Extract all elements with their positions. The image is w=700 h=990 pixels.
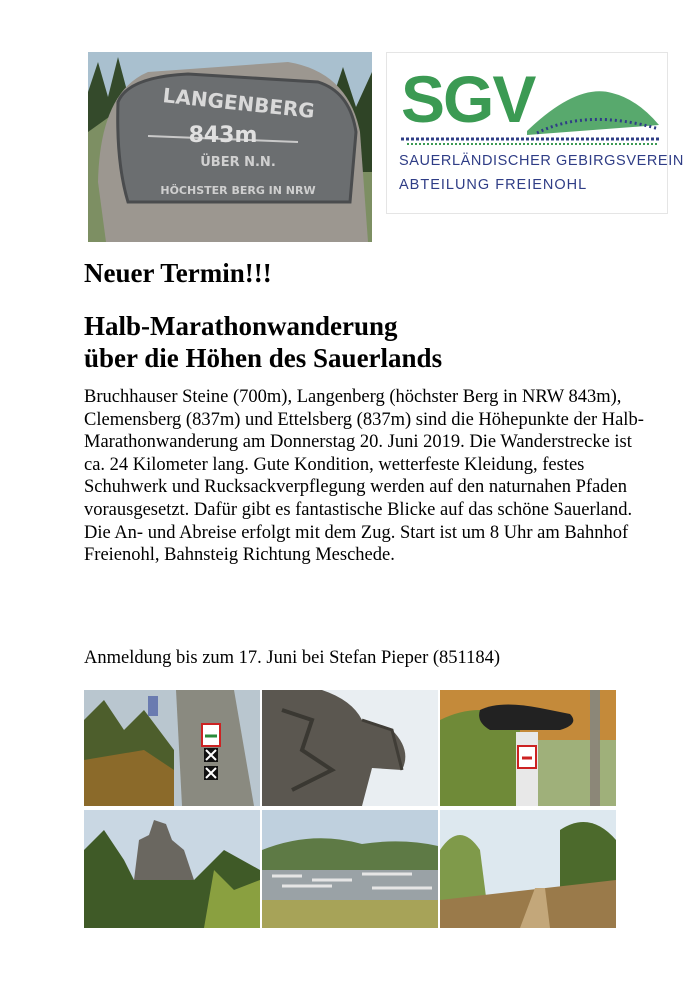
logo-org-name: SAUERLÄNDISCHER GEBIRGSVEREIN — [399, 153, 684, 169]
langenberg-stone-photo — [88, 52, 372, 242]
stone-sign-line3: ÜBER N.N. — [200, 155, 276, 170]
event-title-line1: Halb-Marathonwanderung — [84, 311, 398, 341]
boot-on-signpost-photo — [440, 690, 616, 806]
photo-gallery — [84, 690, 616, 928]
logo-department: ABTEILUNG FREIENOHL — [399, 177, 588, 193]
stone-sign-line2: 843m — [188, 123, 258, 148]
event-title-line2: über die Höhen des Sauerlands — [84, 343, 443, 373]
logo-mark: SGV — [401, 62, 535, 136]
forest-path-photo — [440, 810, 616, 928]
valley-town-photo — [262, 810, 438, 928]
stone-sign-line1: LANGENBERG — [161, 83, 316, 123]
trail-marker-tree-photo — [84, 690, 260, 806]
event-description: Bruchhauser Steine (700m), Langenberg (höchster Berg in NRW 843m), Clemensberg (837m) und Ettelsberg (837m) sind die Höhepunkte der Halb-Marathonwanderung am Donnerstag 20. Juni 2019. Die Wanderstrecke ist ca. 24 Kilometer lang. Gute Kondition, wetterfeste Kleidung, festes Schuhwerk und Rucksackverpflegung werden auf den naturnahen Pfaden vorausgesetzt. Dafür gibt es fantastische Blicke auf das schöne Sauerland. Die An- und Abreise erfolgt mit dem Zug. Start ist um 8 Uhr am Bahnhof Freienohl, Bahnsteig Richtung Meschede. — [84, 387, 644, 566]
rock-formation-photo — [262, 690, 438, 806]
sgv-logo — [386, 52, 684, 214]
event-title — [84, 310, 644, 374]
headline: Neuer Termin!!! — [84, 258, 272, 288]
bruchhauser-steine-photo — [84, 810, 260, 928]
registration-note: Anmeldung bis zum 17. Juni bei Stefan Pieper (851184) — [84, 648, 501, 668]
stone-sign-line4: HÖCHSTER BERG IN NRW — [160, 184, 316, 197]
